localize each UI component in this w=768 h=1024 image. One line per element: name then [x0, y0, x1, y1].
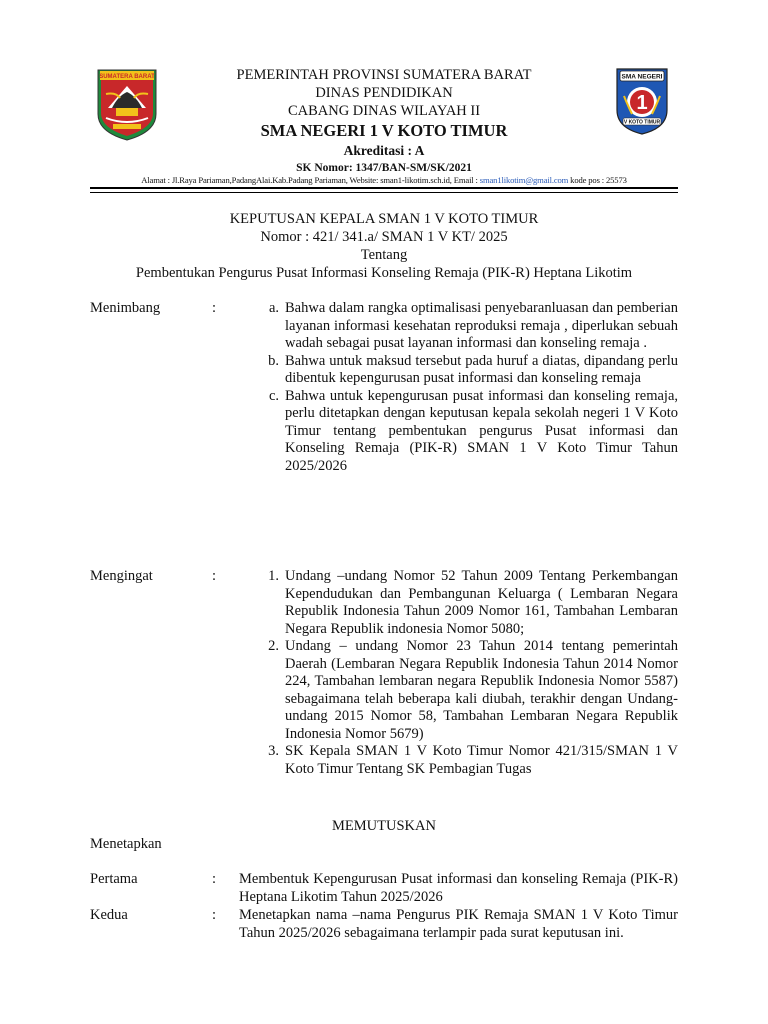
- header-address: [90, 175, 678, 186]
- list-item: [255, 568, 678, 638]
- list-item-text: Bahwa untuk maksud tersebut pada huruf a diatas, dipandang perlu dibentuk kepengurusan pusat informasi dan konseling remaja: [285, 352, 678, 386]
- logo-left-text: SUMATERA BARAT: [99, 74, 155, 80]
- kedua-colon: :: [212, 907, 217, 923]
- list-item: [255, 743, 678, 778]
- address-suffix: kode pos : 25573: [568, 175, 627, 185]
- menimbang-label: Menimbang: [90, 300, 161, 316]
- list-item: [255, 353, 678, 388]
- header-sk-number: SK Nomor: 1347/BAN-SM/SK/2021: [296, 162, 472, 174]
- menimbang-colon: :: [212, 300, 217, 316]
- kedua-text: Menetapkan nama –nama Pengurus PIK Remaja SMAN 1 V Koto Timur Tahun 2025/2026 sebagaimana terlampir pada surat keputusan ini.: [239, 907, 678, 941]
- kedua-label: Kedua: [90, 907, 128, 923]
- header-rule-thick: [90, 187, 678, 189]
- list-item: [255, 388, 678, 476]
- menimbang-list: [255, 300, 678, 475]
- list-marker: a.: [268, 300, 279, 316]
- memutuskan-heading: MEMUTUSKAN: [332, 818, 436, 834]
- header-province: PEMERINTAH PROVINSI SUMATERA BARAT: [236, 67, 532, 83]
- list-marker: 3.: [268, 743, 279, 759]
- list-marker: c.: [268, 387, 279, 404]
- pertama-label: Pertama: [90, 871, 138, 887]
- sma-negeri-logo: [614, 66, 670, 136]
- email-link[interactable]: sman1likotim@gmail.com: [479, 175, 569, 185]
- mengingat-label: Mengingat: [90, 568, 153, 584]
- list-item-text: Bahwa untuk kepengurusan pusat informasi dan konseling remaja, perlu ditetapkan dengan keputusan kepala sekolah negeri 1 V Koto Timur tentang pembentukan pengurus Pusat informasi dan Konseling Remaja (PIK-R) SMAN 1 V Koto Timur Tahun 2025/2026: [285, 387, 678, 474]
- letterhead: [160, 66, 608, 177]
- header-school-name: SMA NEGERI 1 V KOTO TIMUR: [260, 121, 508, 140]
- logo-right-text: SMA NEGERI: [621, 73, 663, 81]
- svg-text:1: 1: [636, 92, 648, 114]
- header-agency: DINAS PENDIDIKAN: [315, 85, 453, 101]
- list-item-text: SK Kepala SMAN 1 V Koto Timur Nomor 421/315/SMAN 1 V Koto Timur Tentang SK Pembagian Tugas: [285, 743, 678, 777]
- address-prefix: Alamat : Jl.Raya Pariaman,PadangAlai.Kab.Padang Pariaman, Website: sman1-likotim.sch.id, Email :: [141, 175, 480, 185]
- menetapkan-label: Menetapkan: [90, 836, 162, 852]
- list-marker: b.: [268, 352, 279, 369]
- pertama-text: Membentuk Kepengurusan Pusat informasi dan konseling Remaja (PIK-R) Heptana Likotim Tahun 2025/2026: [239, 871, 678, 905]
- header-branch: CABANG DINAS WILAYAH II: [287, 103, 481, 119]
- sumatera-barat-logo: [96, 68, 158, 142]
- mengingat-colon: :: [212, 568, 217, 584]
- mengingat-list: [255, 568, 678, 778]
- header-accreditation: Akreditasi : A: [343, 143, 425, 158]
- list-marker: 2.: [268, 638, 279, 654]
- pertama-colon: :: [212, 871, 217, 887]
- logo-right-bottom-text: V KOTO TIMUR: [623, 119, 661, 126]
- list-item: [255, 638, 678, 743]
- list-item-text: Bahwa dalam rangka optimalisasi penyebaranluasan dan pemberian layanan informasi kesehatan reproduksi remaja , diperlukan sebuah wadah sebagai pusat layanan informasi dan konseling remaja .: [285, 300, 678, 351]
- list-item: [255, 300, 678, 353]
- header-rule-thin: [90, 192, 678, 193]
- list-item-text: Undang – undang Nomor 23 Tahun 2014 tentang pemerintah Daerah (Lembaran Negara Republik Indonesia Tahun 2014 Nomor 224, Tambahan lembaran negara Republik Indonesia Nomor 5587) sebagaimana telah beberapa kali diubah, terakhir dengan Undang-undang 2015 Nomor 58, Tambahan Lembaran Negara Republik Indonesia Nomor 5679): [285, 638, 678, 742]
- list-marker: 1.: [268, 568, 279, 584]
- decree-title-line: KEPUTUSAN KEPALA SMAN 1 V KOTO TIMUR: [229, 211, 539, 227]
- decree-tentang: Tentang: [360, 247, 408, 263]
- decree-title: [90, 210, 678, 282]
- list-item-text: Undang –undang Nomor 52 Tahun 2009 Tentang Perkembangan Kependudukan dan Pembangunan Keluarga ( Lembaran Negara Republik Indonesia Tahun 2009 Nomor 161, Tambahan Lembaran Negara Republik indonesia Nomor 5080;: [285, 568, 678, 637]
- decree-number: Nomor : 421/ 341.a/ SMAN 1 V KT/ 2025: [260, 229, 508, 245]
- decree-subject: Pembentukan Pengurus Pusat Informasi Konseling Remaja (PIK-R) Heptana Likotim: [135, 265, 633, 281]
